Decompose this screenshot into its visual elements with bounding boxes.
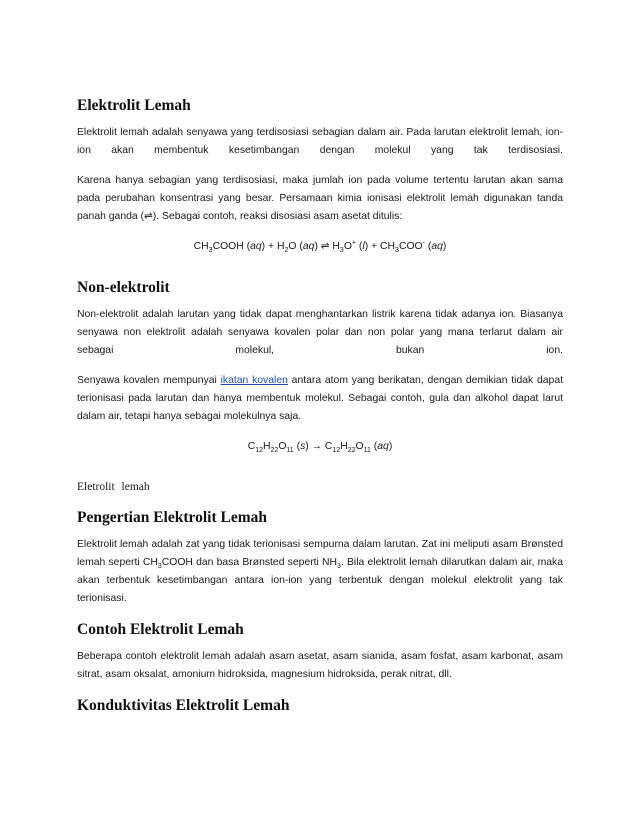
paragraph-lemah-ionization (77, 172, 563, 226)
equation-sugar: $C_{12}H_{22}O_{11}$ $(s) \to C_{12}H_{22}O_{11}$ (aq) (247, 441, 393, 455)
text-segment: Karena hanya sebagian yang terdisosiasi, maka jumlah ion pada volume tertentu larutan akan sama pada perubahan konsentrasi yang besar. Persamaan kimia ionisasi elektrolit lemah digunakan tanda panah ganda ( (77, 175, 563, 222)
heading-konduktivitas: Konduktivitas Elektrolit Lemah (77, 697, 290, 714)
paragraph-contoh: Beberapa contoh elektrolit lemah adalah asam asetat, asam sianida, asam fosfat, asam karbonat, asam sitrat, asam oksalat, amonium hidroksida, magnesium hidroksida, perak nitrat, dll. (77, 651, 563, 680)
paragraph-pengertian: Elektrolit lemah adalah zat yang tidak terionisasi sempurna dalam larutan. Zat ini meliputi asam Brønsted lemah seperti $CH_3COOH$ dan basa Brønsted seperti $NH_3$. Bila elektrolit lemah dilarutkan dalam air, maka akan terbentuk kesetimbangan antara ion-ion yang terbentuk dengan molekul elektrolit yang tak terionisasi. (77, 539, 563, 604)
plain-text-line: Eletrolit lemah (77, 481, 150, 493)
text-segment: antara atom yang berikatan, dengan demikian tidak dapat terionisasi pada larutan dan hanya membentuk molekul. Sebagai contoh, gula dan alkohol dapat larut dalam air, tetapi hanya sebagai molekulnya saja. (77, 375, 563, 422)
paragraph-lemah-definition: Elektrolit lemah adalah senyawa yang terdisosiasi sebagian dalam air. Pada larutan elektrolit lemah, ion-ion akan membentuk kesetimbangan dengan molekul yang tak terdisosiasi. (77, 127, 563, 156)
document-page (77, 96, 563, 724)
heading-non-elektrolit: Non-elektrolit (77, 279, 170, 296)
heading-pengertian: Pengertian Elektrolit Lemah (77, 509, 267, 526)
text-segment: Senyawa kovalen mempunyai (77, 375, 221, 386)
equation-acetic-acid: $CH_3COOH$ $(aq) + H_2O$ (aq) ⇌ $H_3O^+$ $(l) + CH_3COO^-$ (aq) (193, 239, 447, 255)
double-arrow-symbol: ⇌ (144, 211, 153, 222)
heading-contoh: Contoh Elektrolit Lemah (77, 621, 244, 638)
paragraph-non-covalent (77, 372, 563, 426)
link-ikatan-kovalen[interactable]: ikatan kovalen (220, 375, 288, 386)
text-segment: ). Sebagai contoh, reaksi disosiasi asam asetat ditulis: (152, 211, 403, 222)
heading-elektrolit-lemah: Elektrolit Lemah (77, 97, 191, 114)
paragraph-non-definition: Non-elektrolit adalah larutan yang tidak dapat menghantarkan listrik karena tidak adanya ion. Biasanya senyawa non elektrolit adalah senyawa kovalen polar dan non polar yang mana terlarut dalam air sebagai molekul, bukan ion. (77, 309, 563, 356)
